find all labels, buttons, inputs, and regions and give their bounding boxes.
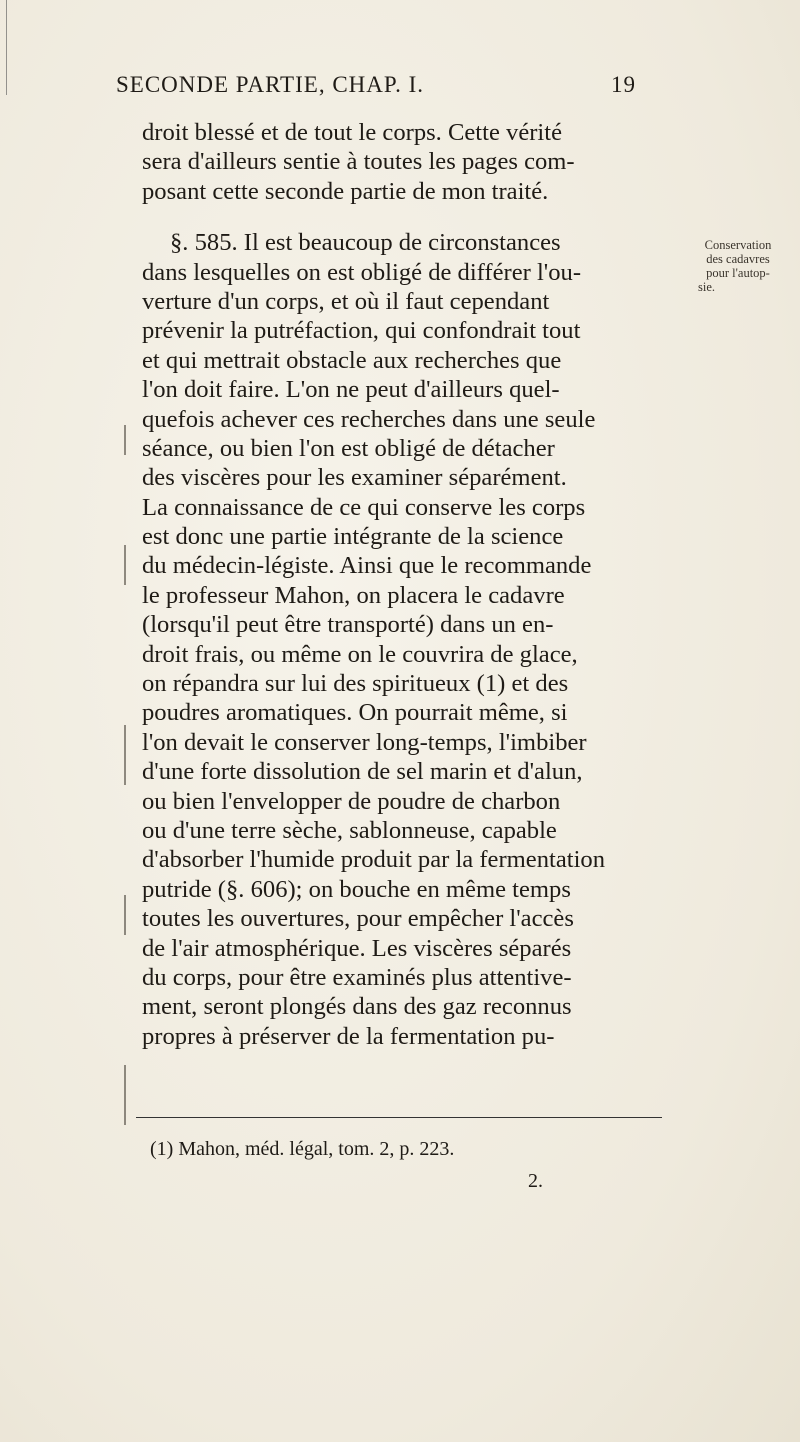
text-line: sera d'ailleurs sentie à toutes les pages com-	[142, 148, 575, 176]
text-line: d'une forte dissolution de sel marin et d'alun,	[142, 758, 583, 786]
text-line: l'on devait le conserver long-temps, l'imbiber	[142, 728, 587, 756]
running-title: SECONDE PARTIE, CHAP. I.	[116, 72, 425, 97]
text-line: le professeur Mahon, on placera le cadavre	[142, 581, 565, 609]
text-line: et qui mettrait obstacle aux recherches que	[142, 346, 562, 374]
footnote-divider	[136, 1117, 662, 1118]
text-line: droit frais, ou même on le couvrira de glace,	[142, 640, 578, 668]
margin-note-line: Conservation	[704, 238, 772, 252]
text-line: posant cette seconde partie de mon traité.	[142, 177, 549, 205]
text-line: est donc une partie intégrante de la science	[142, 523, 564, 551]
page-number: 19	[611, 72, 636, 97]
text-line: ou bien l'envelopper de poudre de charbon	[142, 787, 561, 815]
text-line: (lorsqu'il peut être transporté) dans un en-	[142, 611, 554, 639]
text-line: du corps, pour être examinés plus attentive-	[142, 963, 572, 991]
text-line: de l'air atmosphérique. Les viscères séparés	[142, 934, 572, 962]
page-edge-line	[6, 0, 7, 95]
text-line: putride (§. 606); on bouche en même temps	[142, 875, 571, 903]
text-line: §. 585. Il est beaucoup de circonstances	[170, 229, 561, 257]
text-line: on répandra sur lui des spiritueux (1) et des	[142, 670, 569, 698]
margin-note	[676, 238, 800, 294]
margin-note-line: des cadavres	[706, 252, 770, 266]
page-header	[116, 72, 636, 108]
margin-note-line: pour l'autop-	[706, 266, 770, 280]
text-line: propres à préserver de la fermentation pu-	[142, 1022, 555, 1050]
gutter-marks	[124, 425, 138, 1145]
text-line: ou d'une terre sèche, sablonneuse, capable	[142, 816, 557, 844]
paragraph-gap	[142, 206, 662, 228]
margin-note-line: sie.	[698, 280, 716, 294]
signature-mark: 2.	[528, 1170, 543, 1192]
text-line: toutes les ouvertures, pour empêcher l'accès	[142, 905, 574, 933]
text-line: poudres aromatiques. On pourrait même, si	[142, 699, 568, 727]
text-line: prévenir la putréfaction, qui confondrait tout	[142, 317, 581, 345]
text-line: quefois achever ces recherches dans une seule	[142, 405, 596, 433]
text-line: La connaissance de ce qui conserve les corps	[142, 493, 586, 521]
text-line: verture d'un corps, et où il faut cependant	[142, 287, 550, 315]
text-line: d'absorber l'humide produit par la fermentation	[142, 846, 606, 874]
text-line: dans lesquelles on est obligé de différer l'ou-	[142, 258, 582, 286]
text-line: séance, ou bien l'on est obligé de détacher	[142, 434, 555, 462]
text-line: l'on doit faire. L'on ne peut d'ailleurs quel-	[142, 376, 560, 404]
text-line: des viscères pour les examiner séparément.	[142, 464, 567, 492]
text-line: du médecin-légiste. Ainsi que le recommande	[142, 552, 592, 580]
text-line: ment, seront plongés dans des gaz reconnus	[142, 993, 572, 1021]
text-line: droit blessé et de tout le corps. Cette vérité	[142, 119, 563, 146]
body-text	[142, 118, 662, 1051]
footnote: (1) Mahon, méd. légal, tom. 2, p. 223.	[150, 1138, 455, 1160]
